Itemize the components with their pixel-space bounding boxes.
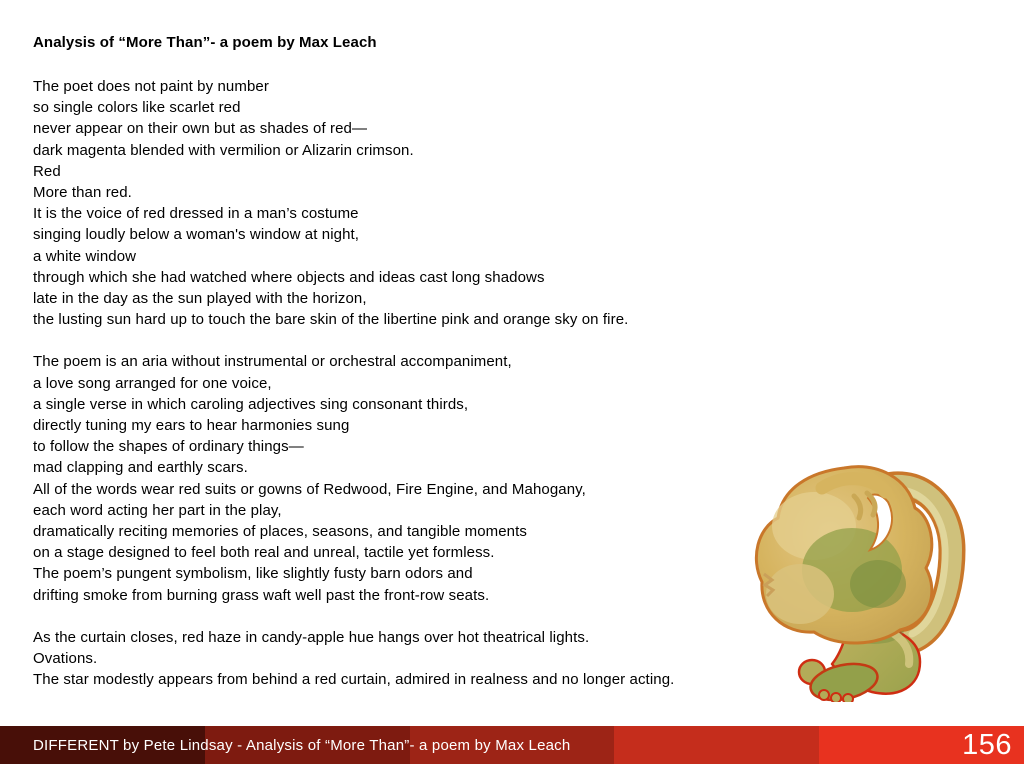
footer-color-segment xyxy=(614,726,819,764)
poem-line: The poem’s pungent symbolism, like slightly fusty barn odors and xyxy=(33,565,473,583)
poem-line: so single colors like scarlet red xyxy=(33,99,241,117)
stanza xyxy=(33,76,753,330)
poem-line: the lusting sun hard up to touch the bare skin of the libertine pink and orange sky on fire. xyxy=(33,311,629,329)
page-title: Analysis of “More Than”- a poem by Max Leach xyxy=(33,34,377,51)
poem-line: mad clapping and earthly scars. xyxy=(33,459,248,477)
poem-line: dramatically reciting memories of places, seasons, and tangible moments xyxy=(33,523,527,541)
poem-line: The poet does not paint by number xyxy=(33,78,269,95)
poem-line: on a stage designed to feel both real and unreal, tactile yet formless. xyxy=(33,544,495,562)
poem-line: dark magenta blended with vermilion or Alizarin crimson. xyxy=(33,141,414,159)
poem-line: drifting smoke from burning grass waft well past the front-row seats. xyxy=(33,586,490,604)
poem-line: never appear on their own but as shades of red— xyxy=(33,120,368,138)
poem-line: The star modestly appears from behind a red curtain, admired in realness and no longer acting. xyxy=(33,671,675,689)
stanza xyxy=(33,351,753,605)
poem-line: a single verse in which caroling adjectives sing consonant thirds, xyxy=(33,395,469,413)
poem-line: Ovations. xyxy=(33,650,98,668)
poem-line: It is the voice of red dressed in a man’s costume xyxy=(33,205,359,223)
poem-line: singing loudly below a woman's window at night, xyxy=(33,226,360,244)
footer-page-number: 156 xyxy=(962,728,1012,761)
poem-line: As the curtain closes, red haze in candy-apple hue hangs over hot theatrical lights. xyxy=(33,628,590,646)
stanza xyxy=(33,627,753,691)
body-mass xyxy=(756,467,932,643)
poem-line: late in the day as the sun played with the horizon, xyxy=(33,290,367,308)
poem-analysis-content xyxy=(33,32,753,711)
poem-line: All of the words wear red suits or gowns of Redwood, Fire Engine, and Mahogany, xyxy=(33,480,586,498)
poem-body xyxy=(33,76,753,690)
poem-line: The poem is an aria without instrumental or orchestral accompaniment, xyxy=(33,353,512,371)
abstract-swirl-painting-illustration xyxy=(752,462,967,702)
footer-caption: DIFFERENT by Pete Lindsay - Analysis of “More Than”- a poem by Max Leach xyxy=(33,736,571,754)
poem-line: a white window xyxy=(33,247,137,265)
poem-line: Red xyxy=(33,162,61,180)
poem-line: a love song arranged for one voice, xyxy=(33,374,272,392)
poem-line: directly tuning my ears to hear harmonies sung xyxy=(33,417,350,435)
poem-line: More than red. xyxy=(33,184,132,202)
poem-line: each word acting her part in the play, xyxy=(33,501,282,519)
poem-line: to follow the shapes of ordinary things— xyxy=(33,438,304,456)
poem-line: through which she had watched where objects and ideas cast long shadows xyxy=(33,268,545,286)
